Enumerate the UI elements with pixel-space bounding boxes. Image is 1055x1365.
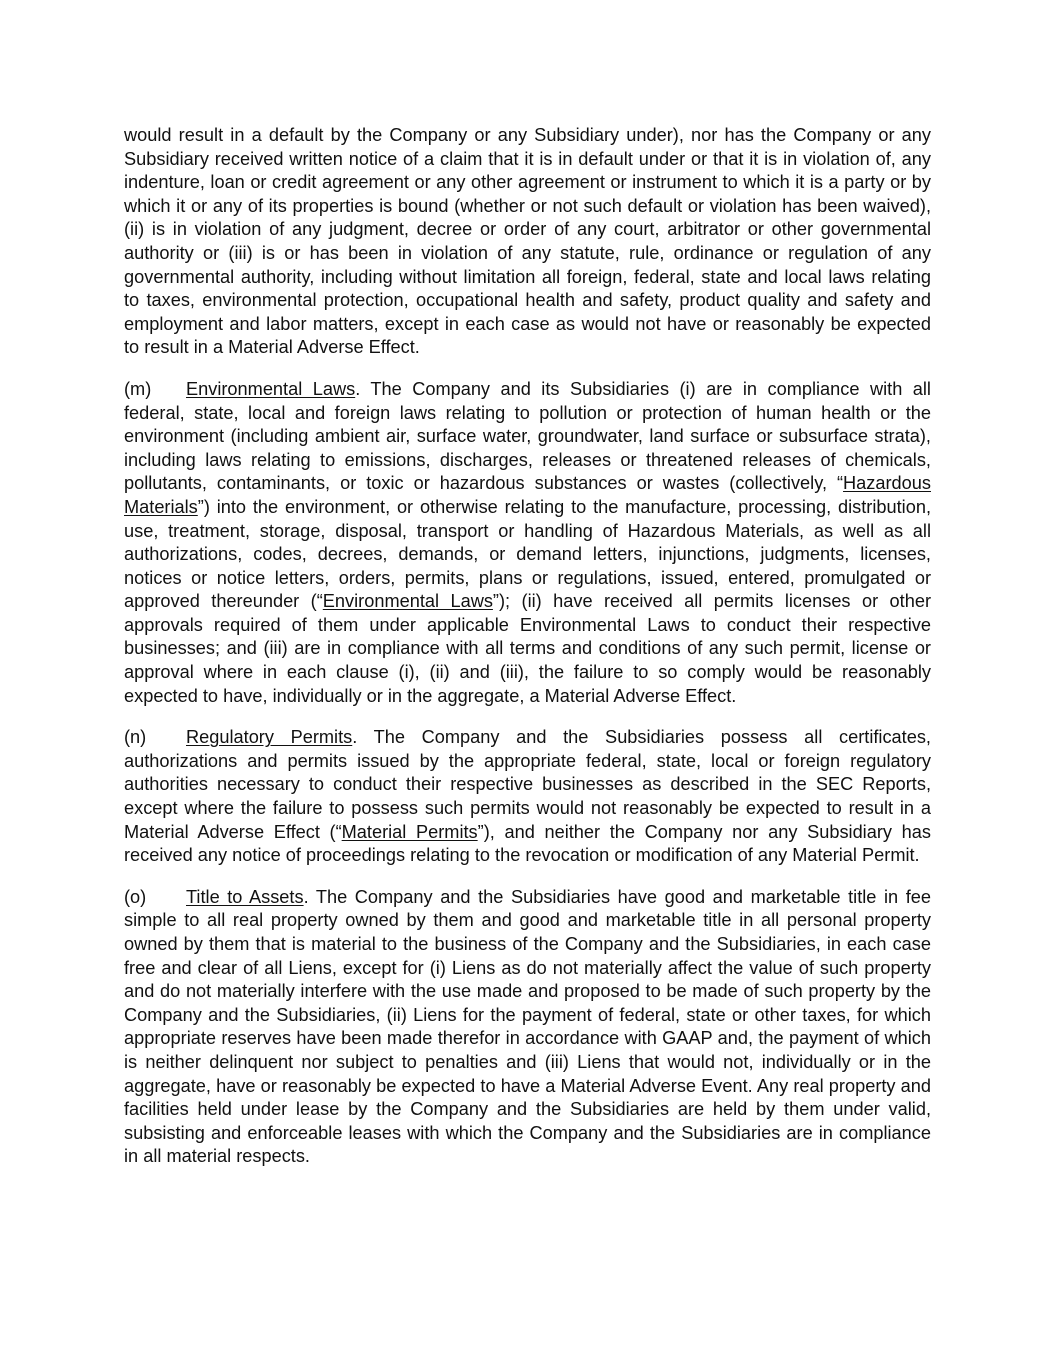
document-page — [124, 124, 931, 1187]
section-text: . The Company and the Subsidiaries possess all certificates, authorizations and permits issued by the appropriate federal, state, local or foreign regulatory authorities necessary to conduct their respective businesses as described in the SEC Reports, except where the failure to possess such permits would not reasonably be expected to result in a Material Adverse Effect (“ — [124, 727, 931, 842]
section-label: (n) — [124, 727, 147, 748]
section-o-title-to-assets — [124, 886, 931, 1169]
section-heading: Title to Assets — [186, 886, 304, 907]
section-heading: Environmental Laws — [186, 378, 356, 399]
section-text: ”) into the environment, or otherwise relating to the manufacture, processing, distribution, use, treatment, storage, disposal, transport or handling of Hazardous Materials, as well as all authorizations, codes, decrees, demands, or demand letters, injunctions, judgments, licenses, notices or notice letters, orders, permits, plans or regulations, issued, entered, promulgated or approved thereunder (“ — [124, 496, 931, 612]
paragraph-continuation: would result in a default by the Company or any Subsidiary under), nor has the Company or any Subsidiary received written notice of a claim that it is in default under or that it is in violation of, any indenture, loan or credit agreement or any other agreement or instrument to which it is a party or by which it or any of its properties is bound (whether or not such default or violation has been waived), (ii) is in violation of any judgment, decree or order of any court, arbitrator or other governmental authority or (iii) is or has been in violation of any statute, rule, ordinance or regulation of any governmental authority, including without limitation all foreign, federal, state and local laws relating to taxes, environmental protection, occupational health and safety, product quality and safety and employment and labor matters, except in each case as would not have or reasonably be expected to result in a Material Adverse Effect. — [124, 125, 931, 358]
section-text: . The Company and the Subsidiaries have good and marketable title in fee simple to all real property owned by them and good and marketable title in all personal property owned by them that is material to the business of the Company and the Subsidiaries, in each case free and clear of all Liens, except for (i) Liens as do not materially affect the value of such property and do not materially interfere with the use made and proposed to be made of such property by the Company and the Subsidiaries, (ii) Liens for the payment of federal, state or other taxes, for which appropriate reserves have been made therefor in accordance with GAAP and, the payment of which is neither delinquent nor subject to penalties and (iii) Liens that would not, individually or in the aggregate, have or reasonably be expected to have a Material Adverse Event. Any real property and facilities held under lease by the Company and the Subsidiaries are held by them under valid, subsisting and enforceable leases with which the Company and the Subsidiaries are in compliance in all material respects. — [124, 886, 931, 1167]
section-text: . The Company and its Subsidiaries (i) are in compliance with all federal, state, local and foreign laws relating to pollution or protection of human health or the environment (including ambient air, surface water, groundwater, land surface or subsurface strata), including laws relating to emissions, discharges, releases or threatened releases of chemicals, pollutants, contaminants, or toxic or hazardous substances or wastes (collectively, “ — [124, 378, 931, 494]
section-text: ”); (ii) have received all permits licenses or other approvals required of them under applicable Environmental Laws to conduct their respective businesses; and (iii) are in compliance with all terms and conditions of any such permit, license or approval where in each clause (i), (ii) and (iii), the failure to so comply would be reasonably expected to have, individually or in the aggregate, a Material Adverse Effect. — [124, 591, 932, 706]
section-heading: Regulatory Permits — [186, 727, 353, 748]
defined-term: Material Permits — [341, 821, 478, 842]
section-label: (o) — [124, 886, 147, 907]
section-n-regulatory-permits — [124, 726, 931, 868]
section-label: (m) — [124, 378, 152, 399]
defined-term: Environmental Laws — [322, 591, 493, 612]
section-text: ”), and neither the Company nor any Subsidiary has received any notice of proceedings relating to the revocation or modification of any Material Permit. — [124, 821, 931, 866]
section-m-environmental-laws — [124, 378, 931, 708]
defined-term: Hazardous Materials — [124, 473, 931, 517]
